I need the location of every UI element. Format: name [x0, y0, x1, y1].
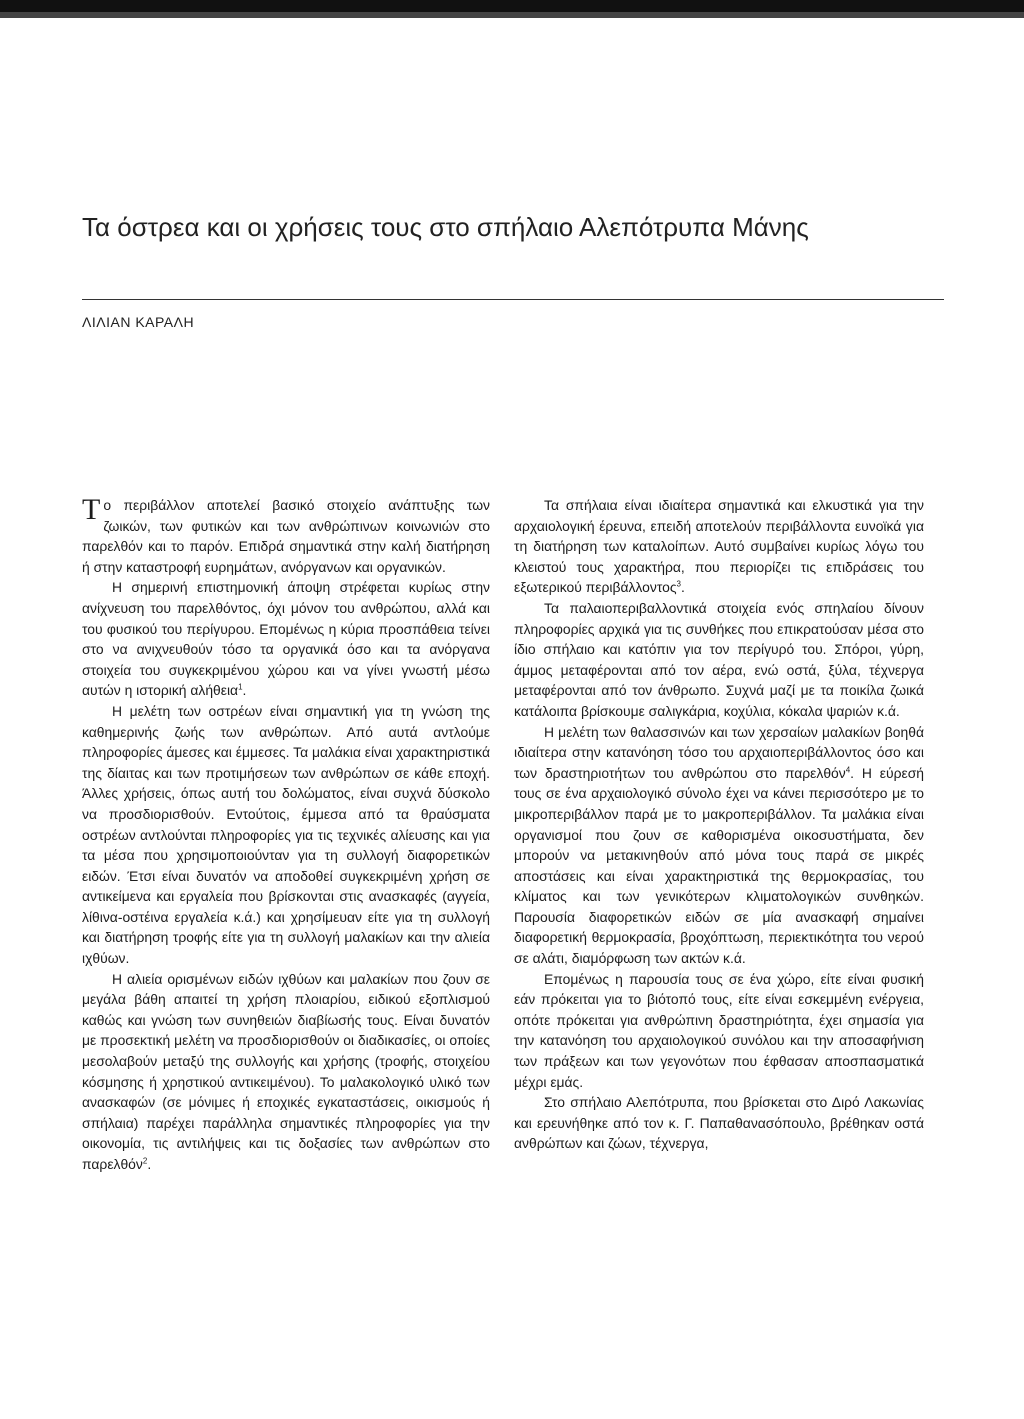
paragraph-text-end: .: [242, 682, 247, 699]
footnote-marker: 2: [142, 1156, 148, 1166]
paragraph: [514, 598, 924, 722]
paragraph-text-end: . Η εύρεσή τους σε ένα αρχαιολογικό σύνολο έχει να κάνει περισσότερο με το μικροπεριβάλλον παρά με το μακροπεριβάλλον. Τα μαλάκια είναι οργανισμοί που ζουν σε καθορισμένα οικοσυστήματα, δεν μπορούν να μετακινηθούν από μόνα τους παρά σε μικρές αποστάσεις και είναι χαρακτηριστικά της θερμοκρασίας, του κλίματος και των γενικότερων κλιματολογικών συνθηκών. Παρουσία διαφορετικών ειδών σε μία ανασκαφή σημαίνει διαφορετική θερμοκρασία, βροχόπτωση, περιεκτικότητα του νερού σε αλάτι, διαμόρφωση των ακτών κ.ά.: [514, 764, 924, 967]
paragraph: [82, 969, 490, 1175]
article-author: ΛΙΛΙΑΝ ΚΑΡΑΛΗ: [82, 314, 195, 330]
paragraph: [514, 495, 924, 598]
paragraph-text: Η σημερινή επιστημονική άποψη στρέφεται κυρίως στην ανίχνευση του παρελθόντος, όχι μόνον του ανθρώπου, αλλά και του φυσικού του περίγυρου. Επομένως η κύρια προσπάθεια τείνει στο να ανιχνευθούν τόσο τα οργανικά όσο και τα ανόργανα στοιχεία του συγκεκριμένου χώρου και να γίνει γνωστή μέσω αυτών η ιστορική αλήθεια: [82, 579, 490, 699]
paragraph-text: ο περιβάλλον αποτελεί βασικό στοιχείο ανάπτυξης των ζωικών, των φυτικών και των ανθρώπινων κοινωνιών στο παρελθόν και το παρόν. Επιδρά σημαντικά στην καλή διατήρηση ή στην καταστροφή ευρημάτων, ανόργανων και οργανικών.: [82, 497, 490, 575]
article-title: Τα όστρεα και οι χρήσεις τους στο σπήλαιο Αλεπότρυπα Μάνης: [82, 212, 809, 242]
paragraph: [82, 577, 490, 701]
paragraph: [514, 1092, 924, 1154]
paragraph-text: Στο σπήλαιο Αλεπότρυπα, που βρίσκεται στο Διρό Λακωνίας και ερευνήθηκε από τον κ. Γ. Παπαθανασόπουλο, βρέθηκαν οστά ανθρώπων και ζώων, τέχνεργα,: [514, 1094, 924, 1152]
left-column: [82, 495, 490, 1175]
footnote-marker: 4: [845, 765, 851, 775]
paragraph-text: Η αλιεία ορισμένων ειδών ιχθύων και μαλακίων που ζουν σε μεγάλα βάθη απαιτεί τη χρήση πλοιαρίου, ειδικού εξοπλισμού καθώς και γνώση των συνηθειών διαβίωσής τους. Είναι δυνατόν με προσεκτική μελέτη να προσδιορισθούν οι διαδικασίες, οι οποίες μεσολαβούν μεταξύ της συλλογής και χρήσης (τροφής, στοιχείου κόσμησης ή χρηστικού αντικειμένου). Το μαλακολογικό υλικό των ανασκαφών (σε μόνιμες ή εποχικές εγκαταστάσεις, οικισμούς ή σπήλαια) παρέχει παράλληλα σημαντικές πληροφορίες για την οικονομία, τις αντιλήψεις και τις δοξασίες των ανθρώπων στο παρελθόν: [82, 970, 490, 1172]
scan-edge-strip: [0, 0, 1024, 18]
paragraph-text: Τα παλαιοπεριβαλλοντικά στοιχεία ενός σπηλαίου δίνουν πληροφορίες αρχικά για τις συνθήκες που επικρατούσαν μέσα στο ίδιο σπήλαιο και κατόπιν για τον περίγυρό του. Σπόροι, γύρη, άμμος μεταφέρονται από τον αέρα, ενώ οστά, ξύλα, τέχνεργα μεταφέρονται από τον άνθρωπο. Συχνά μαζί με τα ποικίλα ζωικά κατάλοιπα βρίσκουμε σαλιγκάρια, κοχύλια, κόκαλα ψαριών κ.ά.: [514, 599, 924, 719]
paragraph-text: Η μελέτη των οστρέων είναι σημαντική για τη γνώση της καθημερινής ζωής των ανθρώπων. Από αυτά αντλούμε πληροφορίες άμεσες και έμμεσες. Τα μαλάκια είναι χαρακτηριστικά της δίαιτας και των προτιμήσεων των ανθρώπων σε κάθε εποχή. Άλλες χρήσεις, όπως αυτή του δολώματος, είναι συχνά δύσκολο να προσδιορισθούν. Εντούτοις, έμμεσα από τα θραύσματα οστρέων αντλούνται πληροφορίες για τις τεχνικές αλίευσης και για τα μέσα που χρησιμοποιούνταν για τη συλλογή διαφορετικών ειδών. Έτσι είναι δυνατόν να αποδοθεί συγκεκριμένη χρήση σε αντικείμενα και εργαλεία που βρίσκονται στις ανασκαφές (αγγεία, λίθινα-οστέινα εργαλεία κ.ά.) και χρησίμευαν είτε για τη συλλογή και διατήρηση τροφής είτε για τη συλλογή μαλακίων και την αλιεία ιχθύων.: [82, 702, 490, 967]
paragraph: [514, 969, 924, 1093]
footnote-marker: 1: [238, 682, 243, 692]
paragraph: [82, 495, 490, 577]
paragraph-text: Επομένως η παρουσία τους σε ένα χώρο, είτε είναι φυσική εάν πρόκειται για το βιότοπό τους, είτε είναι εσκεμμένη ενέργεια, οπότε πρόκειται για ανθρώπινη δραστηριότητα, έχει σημασία για την κατανόηση του αρχαιολογικού συνόλου και την αποσαφήνιση των πράξεων και των γεγονότων που έφθασαν αποσπασματικά μέχρι εμάς.: [514, 970, 924, 1090]
paragraph-text-end: .: [147, 1156, 152, 1172]
paragraph-text: Τα σπήλαια είναι ιδιαίτερα σημαντικά και ελκυστικά για την αρχαιολογική έρευνα, επειδή αποτελούν περιβάλλοντα ευνοϊκά για τη διατήρηση των καταλοίπων. Αυτό συμβαίνει κυρίως λόγω του κλειστού τους χαρακτήρα, που περιορίζει τις επιδράσεις του εξωτερικού περιβάλλοντος: [514, 497, 924, 596]
footnote-marker: 3: [676, 579, 681, 589]
paragraph: [82, 701, 490, 969]
paragraph: [514, 722, 924, 969]
paragraph-text-end: .: [680, 579, 685, 596]
title-rule: [82, 299, 944, 300]
right-column: [514, 495, 924, 1154]
paragraph-text: Η μελέτη των θαλασσινών και των χερσαίων μαλακίων βοηθά ιδιαίτερα στην κατανόηση τόσο του αρχαιοπεριβάλλοντος όσο και των δραστηριοτήτων του ανθρώπου στο παρελθόν: [514, 723, 924, 781]
drop-cap: Τ: [82, 493, 101, 526]
